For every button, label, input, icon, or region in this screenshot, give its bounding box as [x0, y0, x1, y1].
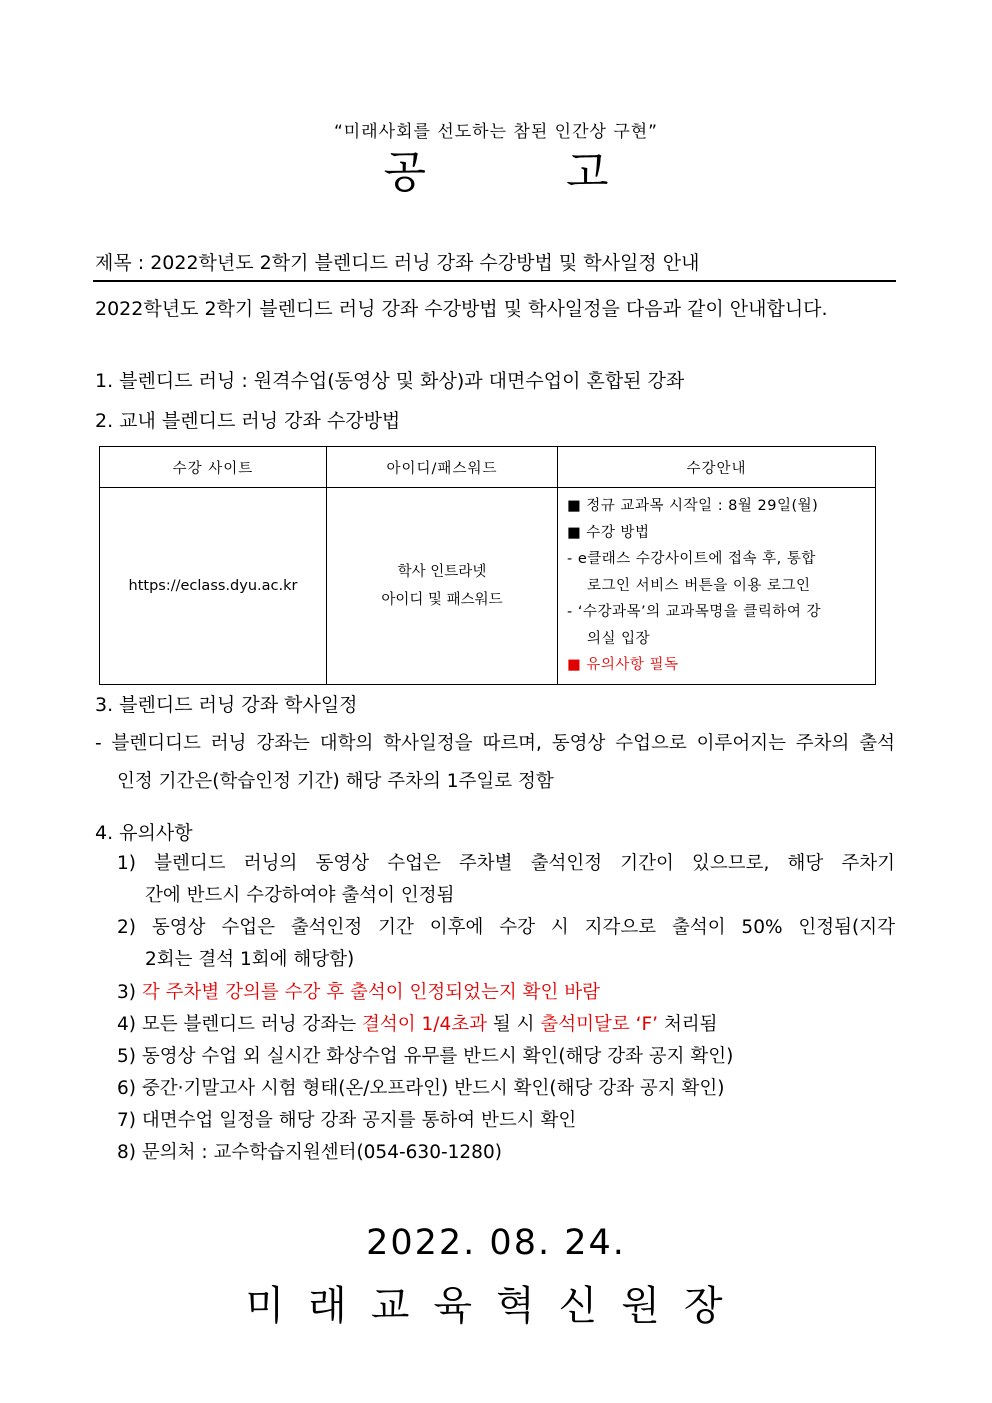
guide-caution: ■ 유의사항 필독 — [567, 657, 679, 673]
heading-char-1: 공 — [383, 147, 426, 198]
motto: “미래사회를 선도하는 참된 인간상 구현” — [334, 122, 658, 142]
header-guide: 수강안내 — [558, 447, 876, 488]
note-4-absence: 결석이 1/4초과 — [361, 1014, 487, 1035]
table-row — [100, 488, 876, 685]
guide-step-1: - e클래스 수강사이트에 접속 후, 통합 — [567, 551, 816, 567]
guide-method: ■ 수강 방법 — [567, 524, 650, 541]
note-7: 7) 대면수업 일정을 해당 강좌 공지를 통하여 반드시 확인 — [117, 1110, 577, 1131]
section-2-title: 2. 교내 블렌디드 러닝 강좌 수강방법 — [95, 410, 401, 432]
guide-step-1-cont: 로그인 서비스 버튼을 이용 로그인 — [587, 577, 811, 594]
note-4 — [117, 1009, 718, 1041]
subject-divider — [93, 280, 896, 282]
heading-char-2: 고 — [566, 147, 609, 198]
notice-date: 2022. 08. 24. — [366, 1223, 626, 1263]
section-3-line-2: 인정 기간은(학습인정 기간) 해당 주차의 1주일로 정함 — [117, 771, 554, 792]
id-password-cell — [327, 488, 558, 685]
note-5: 5) 동영상 수업 외 실시간 화상수업 유무를 반드시 확인(해당 강좌 공지 확인) — [117, 1046, 734, 1067]
intro-text: 2022학년도 2학기 블렌디드 러닝 강좌 수강방법 및 학사일정을 다음과 같이 안내합니다. — [95, 298, 828, 320]
guide-list — [559, 489, 874, 683]
note-6: 6) 중간·기말고사 시험 형태(온/오프라인) 반드시 확인(해당 강좌 공지 확인) — [117, 1078, 725, 1099]
note-4-mid: 될 시 — [492, 1014, 535, 1035]
note-3-number: 3) — [117, 982, 136, 1003]
section-4-title: 4. 유의사항 — [95, 822, 193, 844]
note-2: 2) 동영상 수업은 출석인정 기간 이후에 수강 시 지각으로 출석이 50% 인정됨(지각 — [117, 917, 895, 938]
header-site: 수강 사이트 — [100, 447, 327, 488]
enrollment-guide-table — [99, 446, 876, 685]
note-4-post: 처리됨 — [663, 1014, 718, 1035]
guide-cell — [558, 488, 876, 685]
guide-step-2-cont: 의실 입장 — [587, 630, 651, 647]
notice-heading — [0, 146, 992, 200]
subject-line: 제목 : 2022학년도 2학기 블렌디드 러닝 강좌 수강방법 및 학사일정 안내 — [95, 252, 700, 274]
id-line-2: 아이디 및 패스워드 — [381, 591, 503, 608]
note-8: 8) 문의처 : 교수학습지원센터(054-630-1280) — [117, 1142, 502, 1163]
site-url-cell[interactable] — [100, 488, 327, 685]
note-1-cont: 간에 반드시 수강하여야 출석이 인정됨 — [145, 885, 455, 906]
section-3-title: 3. 블렌디드 러닝 강좌 학사일정 — [95, 694, 358, 716]
note-2-cont: 2회는 결석 1회에 해당함) — [145, 949, 355, 970]
note-3 — [117, 977, 600, 1009]
site-url[interactable]: https://eclass.dyu.ac.kr — [128, 577, 298, 594]
note-3-text: 각 주차별 강의를 수강 후 출석이 인정되었는지 확인 바람 — [141, 982, 600, 1003]
id-line-1: 학사 인트라넷 — [397, 563, 487, 580]
note-1: 1) 블렌디드 러닝의 동영상 수업은 주차별 출석인정 기간이 있으므로, 해당 주차기 — [117, 853, 895, 874]
note-4-grade-f: 출석미달로 ‘F’ — [540, 1014, 659, 1035]
header-id-password: 아이디/패스워드 — [327, 447, 558, 488]
section-3-line-1: - 블렌디디드 러닝 강좌는 대학의 학사일정을 따르며, 동영상 수업으로 이루어지는 주차의 출석 — [95, 733, 895, 754]
guide-start-date: ■ 정규 교과목 시작일 : 8월 29일(월) — [567, 498, 819, 514]
guide-step-2: - ‘수강과목’의 교과목명을 클릭하여 강 — [567, 604, 821, 620]
table-header-row — [100, 447, 876, 488]
section-1: 1. 블렌디드 러닝 : 원격수업(동영상 및 화상)과 대면수업이 혼합된 강좌 — [95, 370, 685, 392]
note-4-pre: 4) 모든 블렌디드 러닝 강좌는 — [117, 1014, 357, 1035]
signature: 미래교육혁신원장 — [245, 1283, 747, 1329]
